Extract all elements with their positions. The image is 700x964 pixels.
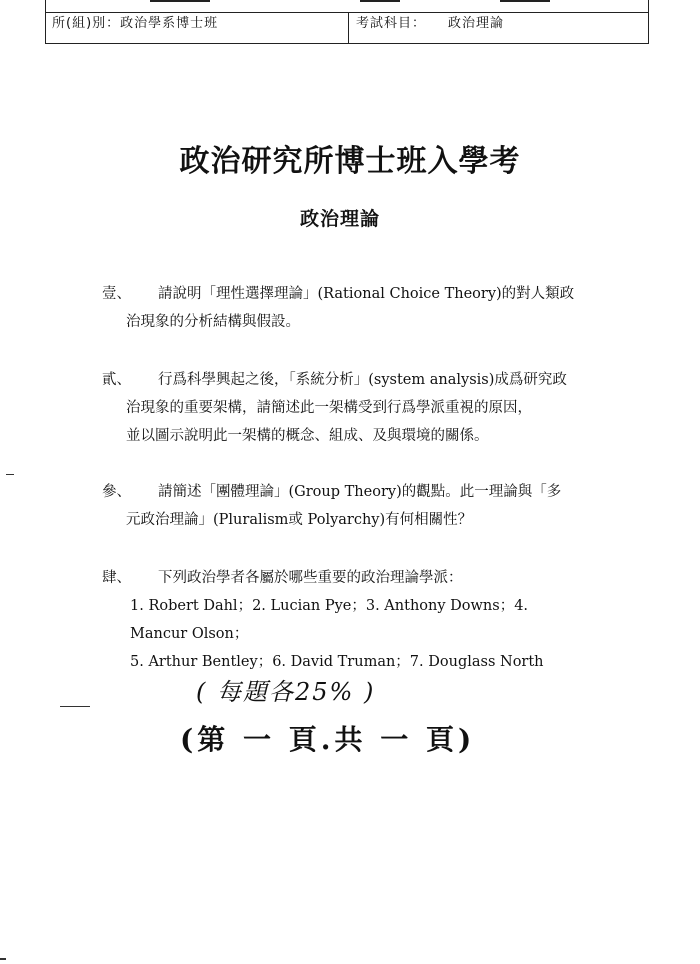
scan-speck	[0, 958, 6, 960]
exam-subtitle: 政治理論	[299, 208, 380, 230]
question-line: 請簡述「團體理論」(Group Theory)的觀點。此一理論與「多	[158, 484, 562, 500]
question-1	[102, 280, 582, 336]
subject-value: 政治理論	[448, 16, 505, 31]
subject-label: 考試科目：	[356, 16, 427, 31]
department-value: 政治學系博士班	[120, 16, 219, 31]
question-line: 治現象的分析結構與假設。	[126, 314, 300, 330]
question-line: 元政治理論」(Pluralism或 Polyarchy)有何相關性？	[126, 512, 473, 528]
header-rule	[46, 12, 648, 13]
question-line: 下列政治學者各屬於哪些重要的政治理論學派：	[158, 570, 463, 586]
question-4	[102, 564, 582, 676]
question-line: 治現象的重要架構，請簡述此一架構受到行爲學派重視的原因，	[126, 400, 532, 416]
department-label: 所(組)別：	[52, 16, 121, 31]
scholar-list-line: 5. Arthur Bentley；6. David Truman；7. Douglass North	[130, 654, 544, 670]
question-2	[102, 366, 582, 450]
header-department-cell	[52, 14, 218, 34]
scholar-list-line: 1. Robert Dahl；2. Lucian Pye；3. Anthony Downs；4. Mancur Olson；	[130, 598, 529, 642]
question-number: 肆、	[102, 570, 131, 586]
question-line: 並以圖示說明此一架構的概念、組成、及與環境的關係。	[126, 428, 489, 444]
question-number: 貳、	[102, 372, 131, 388]
page-number-note: (第 一 頁.共 一 頁)	[180, 723, 476, 756]
scan-speck	[60, 706, 90, 707]
scan-speck	[6, 474, 14, 475]
question-number: 參、	[102, 484, 131, 500]
exam-header-table	[45, 0, 649, 44]
exam-title: 政治研究所博士班入學考	[179, 144, 521, 179]
question-line: 請說明「理性選擇理論」(Rational Choice Theory)的對人類政	[158, 286, 575, 302]
question-3	[102, 478, 582, 534]
question-line: 行爲科學興起之後，「系統分析」(system analysis)成爲研究政	[158, 372, 567, 388]
header-divider	[348, 12, 349, 43]
score-note: ( 每題各25% )	[196, 678, 376, 706]
header-subject-cell	[356, 14, 504, 34]
question-number: 壹、	[102, 286, 131, 302]
